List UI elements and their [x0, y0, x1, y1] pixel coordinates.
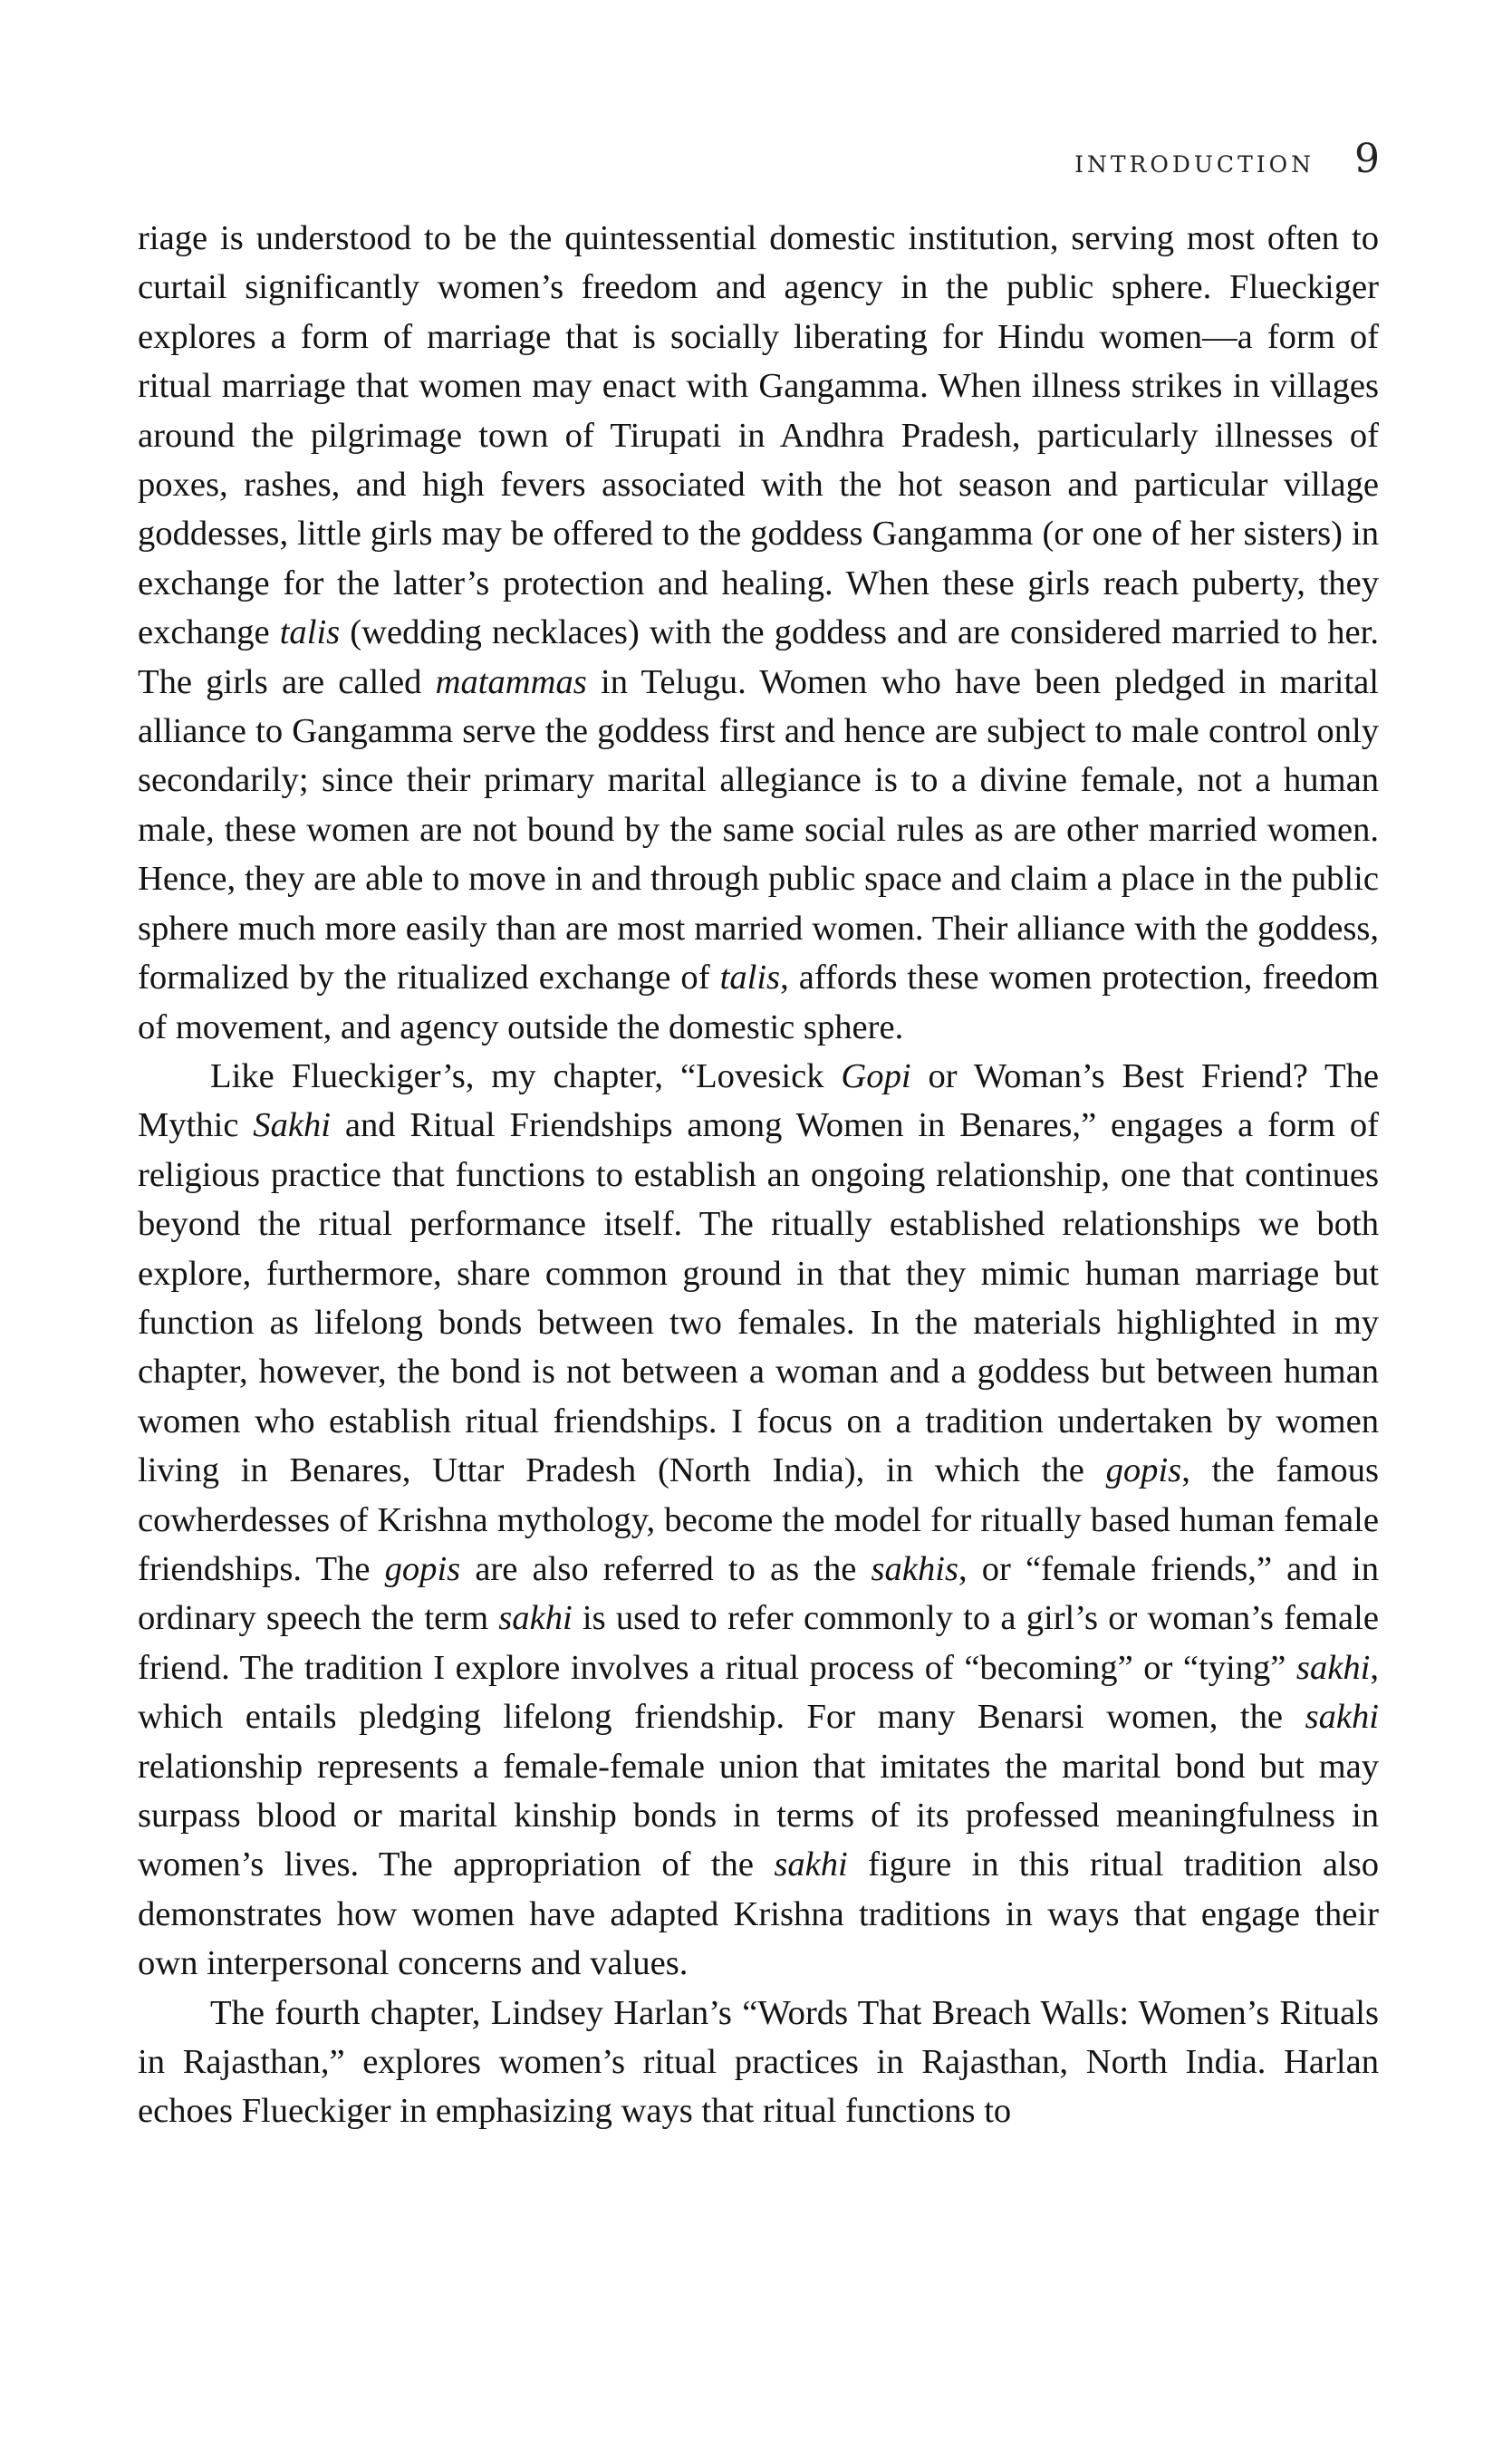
- italic-term: talis: [279, 613, 341, 652]
- text-run: in Telugu. Women who have been pledged in marital alliance to Gangamma serve the goddess first and hence are subject to male control only secondarily; since their primary marital allegiance is to a divine female, not a human male, these women are not bound by the same social rules as are other married women. Hence, they are able to move in and through public space and claim a place in the public sphere much more easily than are most married women. Their alliance with the goddess, formalized by the ritualized exchange of: [138, 662, 1379, 997]
- text-run: are also referred to as the: [460, 1549, 872, 1588]
- text-run: (wedding necklaces) with the goddess and are considered married to her. The girls are called: [138, 613, 1380, 701]
- text-run: , or “female friends,” and in ordinary speech the term: [138, 1549, 1380, 1638]
- italic-term: sakhi: [774, 1845, 848, 1884]
- text-run: riage is understood to be the quintessential domestic institution, serving most often to curtail significantly women’s freedom and agency in the public sphere. Flueckiger explores a form of marriage that is socially liberating for Hindu women—a form of ritual marriage that women may enact with Gangamma. When illness strikes in villages around the pilgrimage town of Tirupati in Andhra Pradesh, particularly illnesses of poxes, rashes, and high fevers associated with the hot season and particular village goddesses, little girls may be offered to the goddess Gangamma (or one of her sisters) in exchange for the latter’s protection and healing. When these girls reach puberty, they exchange: [138, 219, 1379, 652]
- italic-term: Sakhi: [253, 1106, 331, 1145]
- text-run: The fourth chapter, Lindsey Harlan’s “Words That Breach Walls: Women’s Rituals in Rajasthan,” explores women’s ritual practices in Rajasthan, North India. Harlan echoes Flueckiger in emphasizing ways that ritual functions to: [138, 1993, 1379, 2131]
- running-head: INTRODUCTION: [1074, 151, 1315, 178]
- paragraph: [138, 1052, 1379, 1989]
- italic-term: gopis: [1105, 1451, 1182, 1490]
- italic-term: Gopi: [841, 1056, 911, 1095]
- text-run: , the famous cowherdesses of Krishna mythology, become the model for ritually based human female friendships. The: [138, 1451, 1379, 1588]
- text-run: Like Flueckiger’s, my chapter, “Lovesick: [210, 1056, 842, 1095]
- paragraph: [138, 1989, 1379, 2136]
- italic-term: gopis: [384, 1549, 461, 1588]
- text-run: or Woman’s Best Friend? The Mythic: [138, 1056, 1379, 1145]
- italic-term: matammas: [435, 662, 587, 701]
- text-run: and Ritual Friendships among Women in Benares,” engages a form of religious practice that functions to establish an ongoing relationship, one that continues beyond the ritual performance itself. The ritually established relationships we both explore, furthermore, share common ground in that they mimic human marriage but function as lifelong bonds between two females. In the materials highlighted in my chapter, however, the bond is not between a woman and a goddess but between human women who establish ritual friendships. I focus on a tradition undertaken by women living in Benares, Uttar Pradesh (North India), in which the: [138, 1106, 1380, 1490]
- italic-term: sakhis: [871, 1549, 958, 1588]
- text-run: , affords these women protection, freedom of movement, and agency outside the domestic sphere.: [138, 959, 1379, 1046]
- page-header: [1074, 136, 1380, 182]
- text-run: is used to refer commonly to a girl’s or woman’s female friend. The tradition I explore involves a ritual process of “becoming” or “tying”: [138, 1599, 1379, 1687]
- italic-term: sakhi: [1305, 1698, 1379, 1737]
- text-run: , which entails pledging lifelong friendship. For many Benarsi women, the: [138, 1648, 1379, 1737]
- page-number: 9: [1354, 136, 1380, 182]
- body-text: [138, 214, 1379, 2136]
- italic-term: sakhi: [498, 1599, 573, 1638]
- text-run: figure in this ritual tradition also demonstrates how women have adapted Krishna traditions in ways that engage their own interpersonal concerns and values.: [138, 1845, 1380, 1983]
- italic-term: talis: [719, 959, 781, 997]
- italic-term: sakhi: [1295, 1648, 1371, 1687]
- paragraph: [138, 214, 1379, 1052]
- text-run: relationship represents a female-female union that imitates the marital bond but may surpass blood or marital kinship bonds in terms of its professed meaningfulness in women’s lives. The appropriation of the: [138, 1747, 1379, 1884]
